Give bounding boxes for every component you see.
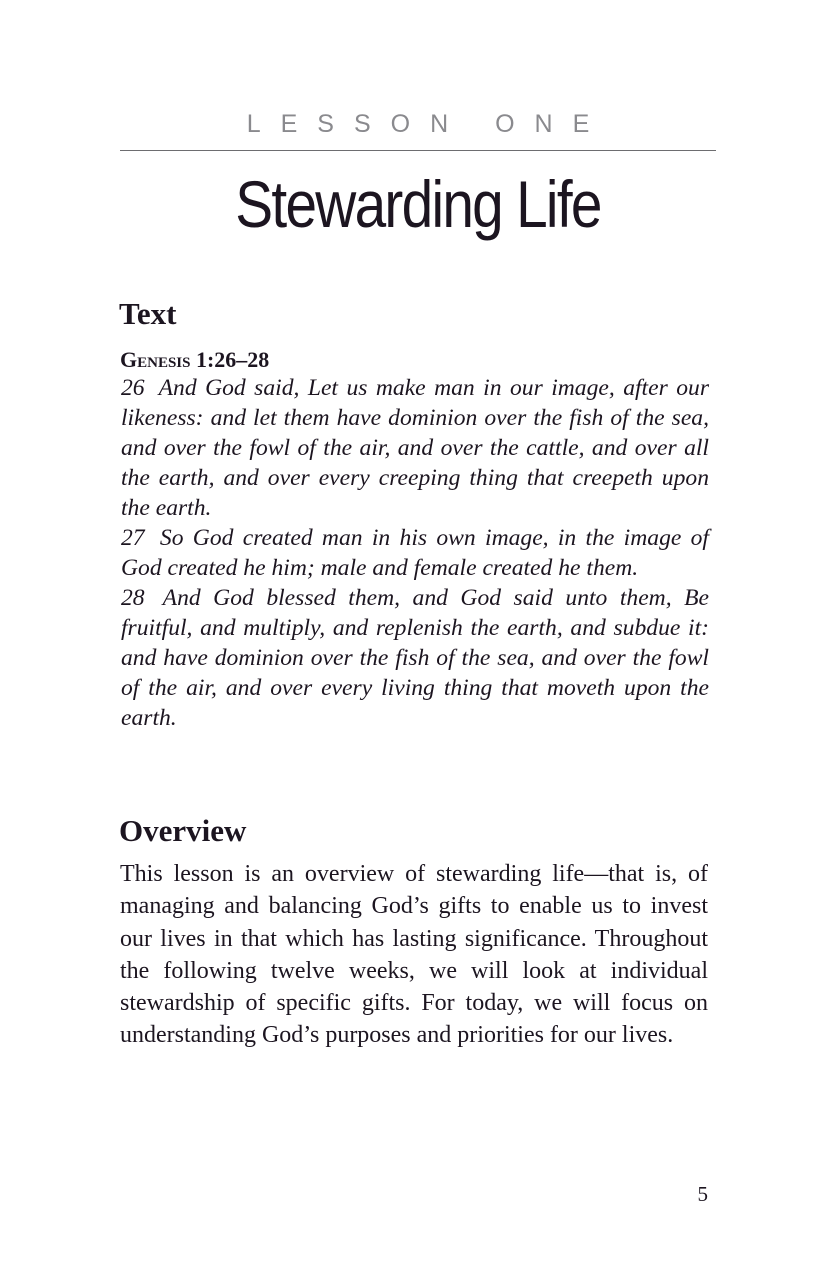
page-number: 5 (697, 1182, 708, 1206)
page-title: Stewarding Life (235, 167, 601, 241)
verse-text: And God blessed them, and God said unto them, Be fruitful, and multiply, and replenish the earth, and subdue it: and have dominion over the fish of the sea, and over the fowl of the air, and over every living thing that moveth upon the earth. (121, 585, 709, 731)
verse-text: So God created man in his own image, in the image of God created he him; male and female created he them. (121, 525, 709, 581)
verse-number: 27 (121, 525, 145, 551)
lesson-label: LESSON ONE (246, 110, 610, 138)
verse (121, 583, 709, 733)
overview-paragraph: This lesson is an overview of stewarding life—that is, of managing and balancing God’s gifts to enable us to invest our lives in that which has lasting significance. Throughout the following twelve weeks, we will look at individual stewardship of specific gifts. For today, we will focus on understanding God’s purposes and priorities for our lives. (120, 861, 708, 1049)
verse (121, 523, 709, 583)
verse-number: 28 (121, 585, 145, 611)
overview-section-heading: Overview (119, 813, 247, 848)
scripture-passage (121, 373, 709, 733)
verse-text: And God said, Let us make man in our image, after our likeness: and let them have dominion over the fish of the sea, and over the fowl of the air, and over the cattle, and over all the earth, and over every creeping thing that creepeth upon the earth. (121, 375, 709, 521)
verse (121, 373, 709, 523)
header-divider (120, 150, 716, 151)
verse-number: 26 (121, 375, 145, 401)
scripture-reference: Genesis 1:26–28 (120, 347, 270, 372)
text-section-heading: Text (119, 296, 177, 331)
